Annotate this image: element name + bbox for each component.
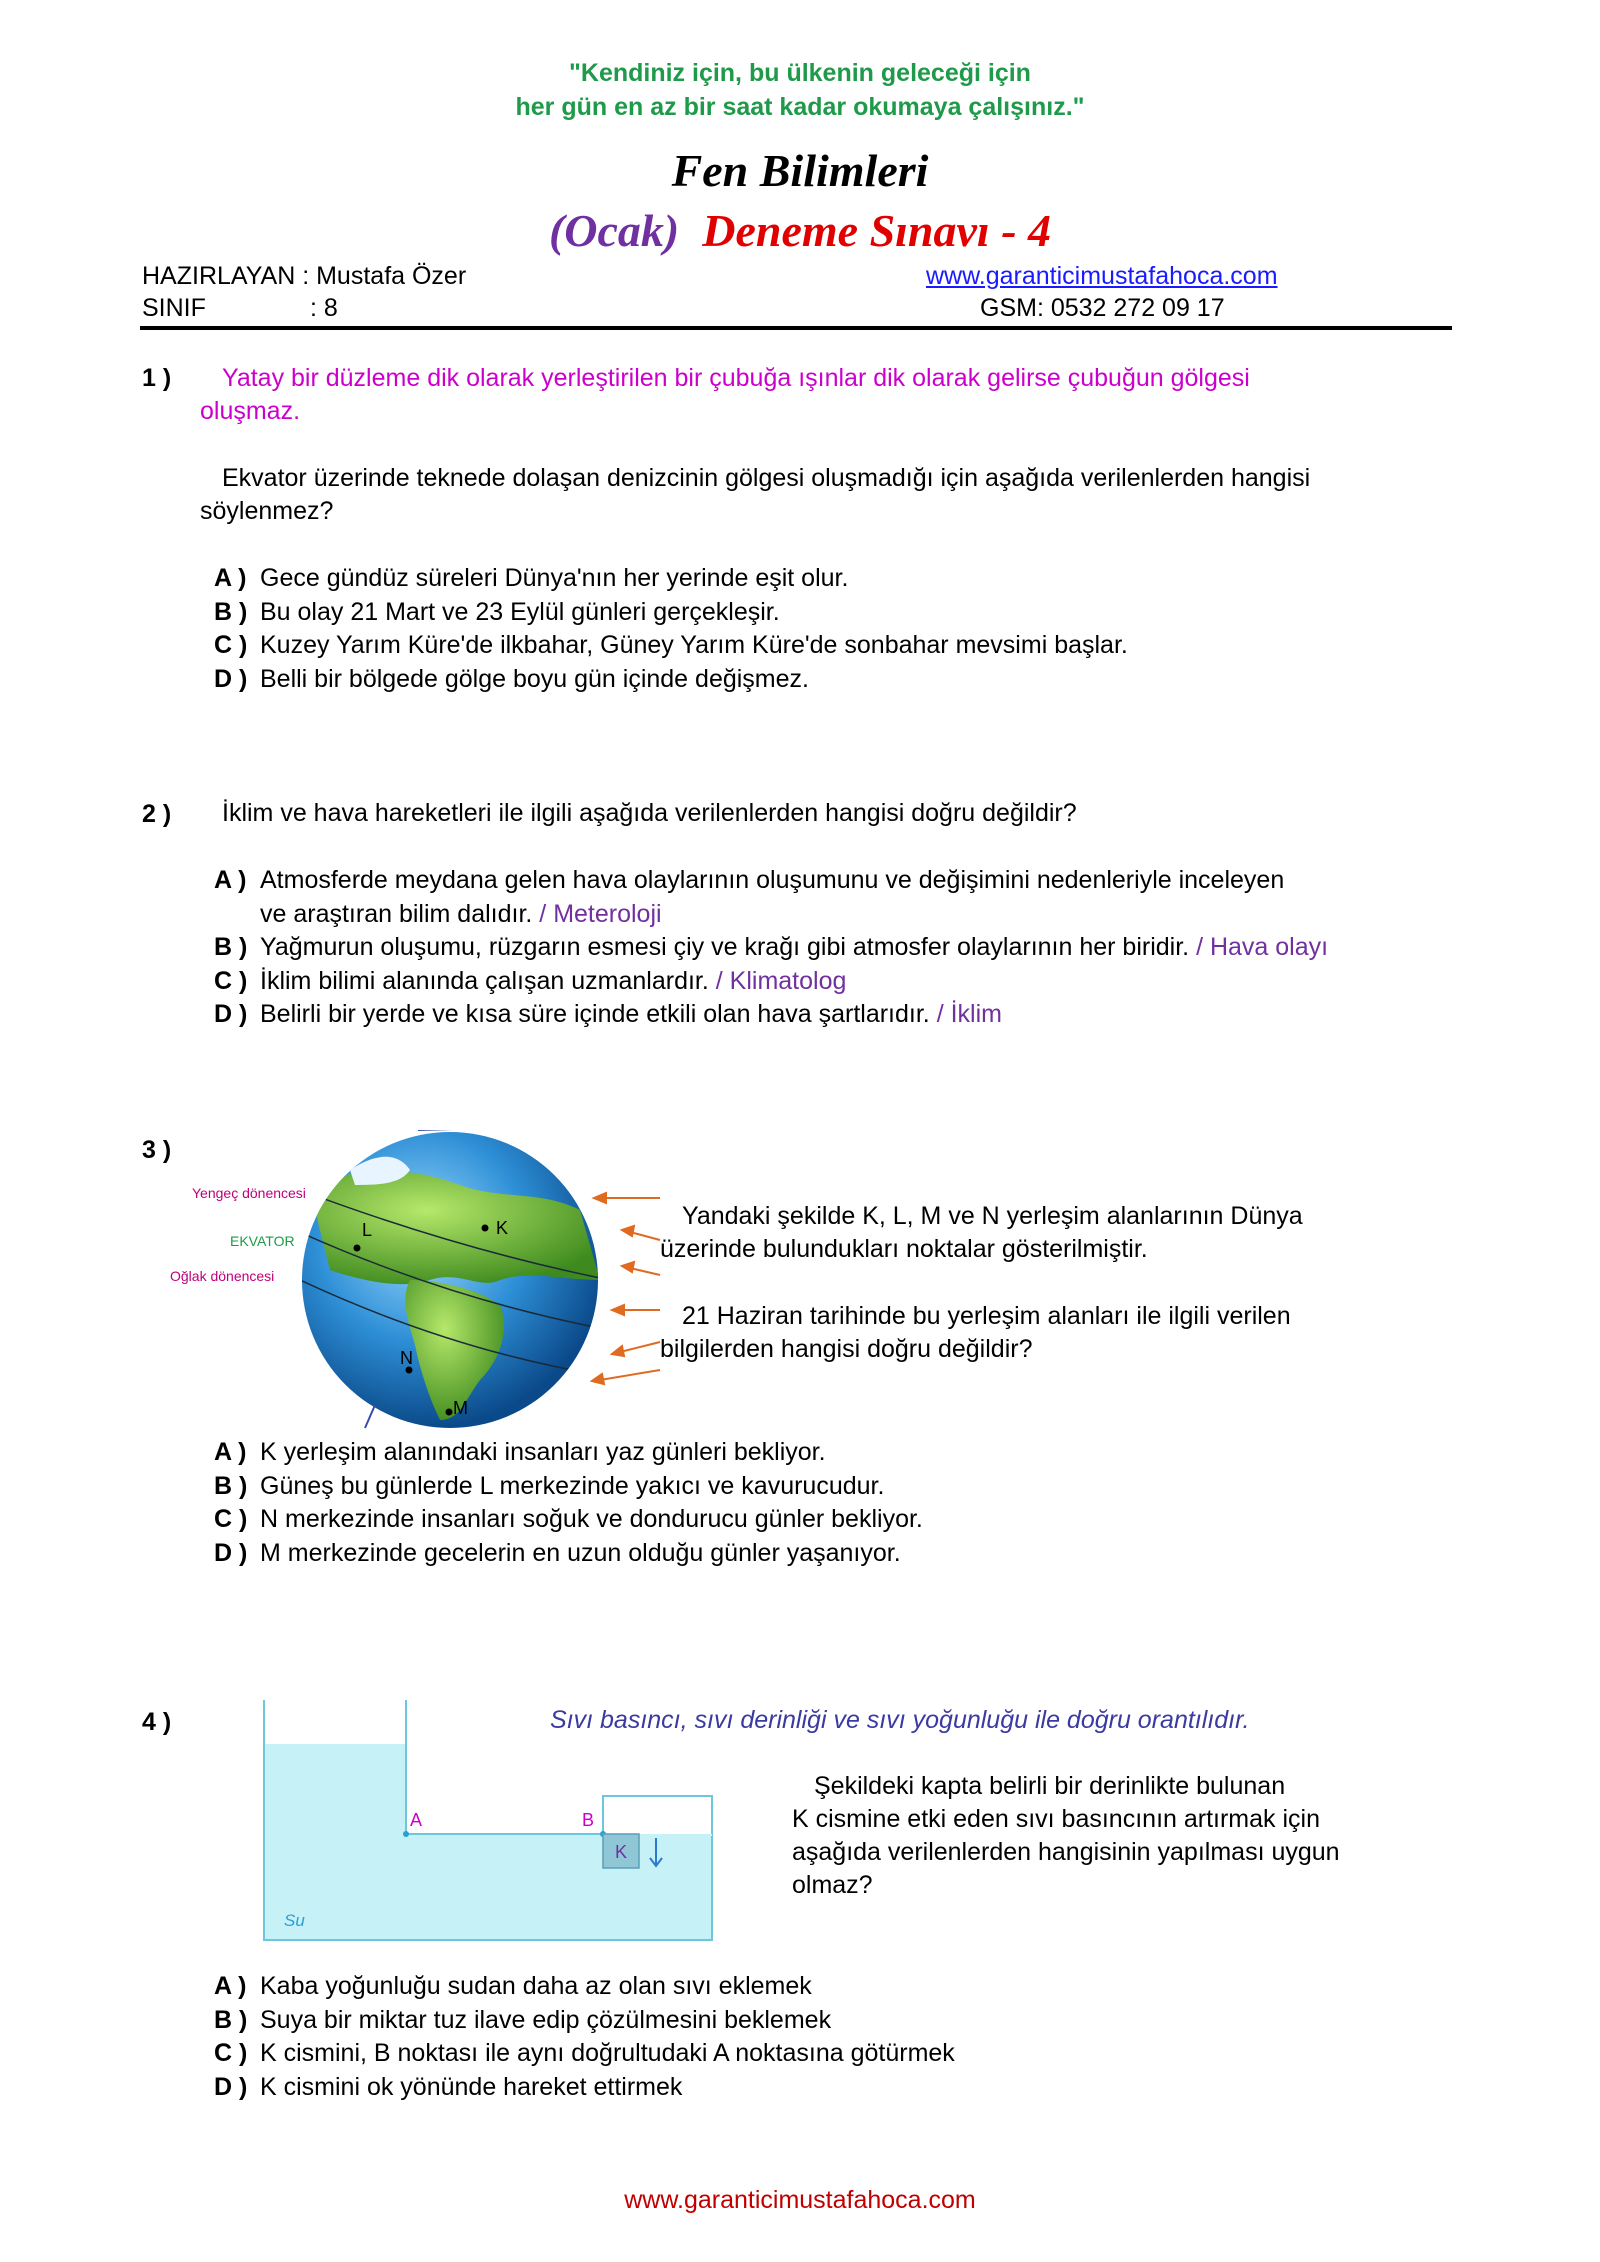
question-1-stem-line-2: söylenmez? (200, 497, 334, 525)
footer-website-link[interactable]: www.garanticimustafahoca.com (624, 2186, 976, 2214)
question-1-stem-line-1: Ekvator üzerinde teknede dolaşan denizcinin gölgesi oluşmadığı için aşağıda verilenlerden hangisi (222, 464, 1311, 492)
question-2-stem: İklim ve hava hareketleri ile ilgili aşağıda verilenlerden hangisi doğru değildir? (222, 799, 1077, 827)
question-3-stem-line-2: üzerinde bulundukları noktalar gösterilmiştir. (660, 1235, 1148, 1263)
label-A: A (410, 1810, 423, 1830)
option-d-hint: / İklim (936, 1000, 1002, 1028)
label-L: L (362, 1220, 373, 1240)
question-4-number: 4 ) (142, 1708, 172, 1736)
question-4-stem-line-3: aşağıda verilenlerden hangisinin yapılması uygun (792, 1838, 1340, 1866)
question-1-options (214, 562, 1128, 696)
option-c-hint: / Klimatolog (715, 966, 847, 995)
option-c[interactable]: C ) K cismini, B noktası ile aynı doğrultudaki A noktasına götürmek (214, 2039, 955, 2067)
page-title: Fen Bilimleri (671, 145, 929, 196)
point-K (482, 1225, 489, 1232)
motto-line-1: "Kendiniz için, bu ülkenin geleceği için (569, 59, 1031, 87)
class-value: : 8 (310, 294, 338, 322)
option-b[interactable]: B ) Bu olay 21 Mart ve 23 Eylül günleri gerçekleşir. (214, 597, 780, 626)
author-label: HAZIRLAYAN : Mustafa Özer (142, 262, 467, 290)
option-a[interactable]: A ) Atmosferde meydana gelen hava olaylarının oluşumunu ve değişimini nedenleriyle inceleyen (214, 866, 1285, 894)
water-low-part (406, 1834, 712, 1940)
question-4-options (214, 1970, 955, 2104)
label-equator: EKVATOR (230, 1233, 295, 1249)
exam-name: Deneme Sınavı - 4 (702, 205, 1052, 256)
question-3-number: 3 ) (142, 1136, 172, 1164)
option-b-hint: / Hava olayı (1196, 933, 1329, 961)
label-K: K (615, 1842, 628, 1862)
label-capricorn: Oğlak dönencesi (170, 1268, 275, 1284)
phone-number: GSM: 0532 272 09 17 (980, 294, 1225, 322)
label-K: K (496, 1218, 509, 1238)
question-3-stem-line-3: 21 Haziran tarihinde bu yerleşim alanları ile ilgili verilen (682, 1302, 1291, 1330)
question-4-info: Sıvı basıncı, sıvı derinliği ve sıvı yoğunluğu ile doğru orantılıdır. (550, 1706, 1250, 1734)
header-divider (140, 326, 1452, 330)
question-3-stem-line-4: bilgilerden hangisi doğru değildir? (660, 1335, 1033, 1363)
question-1-number: 1 ) (142, 364, 172, 392)
question-2-number: 2 ) (142, 800, 172, 828)
option-a[interactable]: A ) Kaba yoğunluğu sudan daha az olan sıvı eklemek (214, 1972, 812, 2000)
option-c[interactable]: C ) N merkezinde insanları soğuk ve dondurucu günler bekliyor. (214, 1505, 923, 1533)
motto-line-2: her gün en az bir saat kadar okumaya çalışınız." (515, 93, 1085, 121)
point-M (446, 1409, 453, 1416)
option-d[interactable]: D ) K cismini ok yönünde hareket ettirmek (214, 2072, 683, 2101)
exam-month: (Ocak) (548, 205, 680, 256)
label-cancer: Yengeç dönencesi (192, 1185, 306, 1201)
question-1-intro-line-1: Yatay bir düzleme dik olarak yerleştirilen bir çubuğa ışınlar dik olarak gelirse çubuğun gölgesi (222, 364, 1250, 392)
container-figure (258, 1700, 718, 1945)
option-d[interactable]: D ) Belli bir bölgede gölge boyu gün içinde değişmez. (214, 664, 809, 693)
globe-axis-bottom (365, 1405, 375, 1428)
option-b[interactable]: B ) Suya bir miktar tuz ilave edip çözülmesini beklemek (214, 2005, 832, 2034)
option-c[interactable]: C ) İklim bilimi alanında çalışan uzmanlardır. / Klimatolog (214, 966, 847, 995)
question-4-stem-line-4: olmaz? (792, 1871, 873, 1899)
option-d[interactable]: D ) M merkezinde gecelerin en uzun olduğu günler yaşanıyor. (214, 1538, 901, 1567)
exam-title (0, 204, 1600, 257)
option-c[interactable]: C ) Kuzey Yarım Küre'de ilkbahar, Güney Yarım Küre'de sonbahar mevsimi başlar. (214, 631, 1128, 659)
question-3-stem-line-1: Yandaki şekilde K, L, M ve N yerleşim alanlarının Dünya (682, 1202, 1303, 1230)
option-a-hint: / Meteroloji (539, 899, 662, 928)
option-b[interactable]: B ) Yağmurun oluşumu, rüzgarın esmesi çiy ve krağı gibi atmosfer olaylarının her biridir. / Hava olayı (214, 933, 1329, 961)
option-a[interactable]: A ) Gece gündüz süreleri Dünya'nın her yerinde eşit olur. (214, 564, 849, 592)
label-N: N (400, 1348, 413, 1368)
question-2-options (214, 864, 1328, 1032)
class-label: SINIF (142, 294, 206, 322)
option-a-continued: ve araştıran bilim dalıdır. / Meteroloji (260, 899, 662, 928)
option-d[interactable]: D ) Belirli bir yerde ve kısa süre içinde etkili olan hava şartlarıdır. / İklim (214, 1000, 1002, 1028)
sun-rays (592, 1193, 660, 1384)
question-4-stem-line-2: K cismine etki eden sıvı basıncının artırmak için (792, 1805, 1320, 1833)
label-B: B (582, 1810, 595, 1830)
option-b[interactable]: B ) Güneş bu günlerde L merkezinde yakıcı ve kavurucudur. (214, 1471, 885, 1500)
question-3-options (214, 1436, 923, 1570)
label-water: Su (284, 1911, 305, 1930)
question-1-intro-line-2: oluşmaz. (200, 397, 301, 425)
globe-figure (160, 1130, 680, 1430)
point-L (354, 1245, 361, 1252)
option-a[interactable]: A ) K yerleşim alanındaki insanları yaz günleri bekliyor. (214, 1438, 826, 1466)
header-website-link[interactable]: www.garanticimustafahoca.com (926, 262, 1278, 290)
label-M: M (453, 1398, 468, 1418)
point-A (403, 1831, 409, 1837)
question-4-stem-line-1: Şekildeki kapta belirli bir derinlikte bulunan (814, 1772, 1286, 1800)
